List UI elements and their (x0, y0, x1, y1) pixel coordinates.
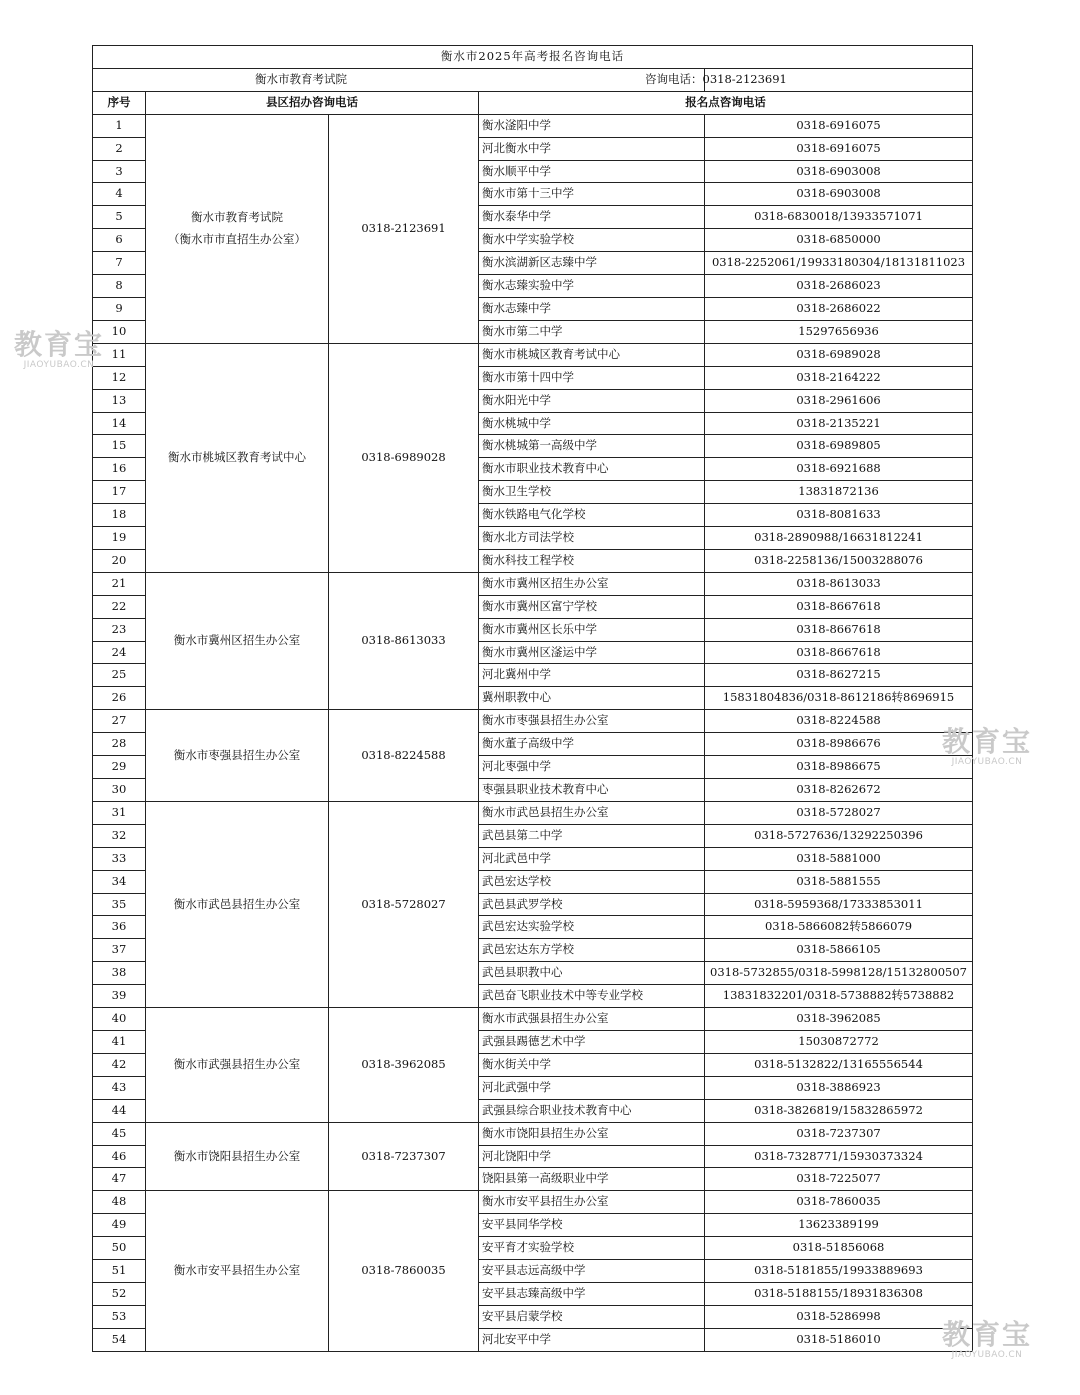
site-phone: 13623389199 (705, 1214, 973, 1237)
site-name: 衡水市第十四中学 (479, 366, 705, 389)
site-phone: 0318-3886923 (705, 1076, 973, 1099)
row-seq: 52 (93, 1282, 146, 1305)
watermark-bottom: 教育宝 JIAOYUBAO.CN (942, 1318, 1033, 1360)
site-phone: 0318-8986676 (705, 733, 973, 756)
site-name: 衡水志臻中学 (479, 297, 705, 320)
row-seq: 28 (93, 733, 146, 756)
site-name: 衡水顺平中学 (479, 160, 705, 183)
site-phone: 0318-5727636/13292250396 (705, 824, 973, 847)
site-phone: 0318-8667618 (705, 641, 973, 664)
site-phone: 0318-6850000 (705, 229, 973, 252)
table-row (93, 1191, 973, 1214)
row-seq: 21 (93, 572, 146, 595)
site-name: 衡水卫生学校 (479, 481, 705, 504)
county-office: 衡水市武邑县招生办公室 (146, 801, 329, 1007)
site-phone: 0318-5866082转5866079 (705, 916, 973, 939)
row-seq: 17 (93, 481, 146, 504)
row-seq: 4 (93, 183, 146, 206)
site-name: 武强县综合职业技术教育中心 (479, 1099, 705, 1122)
site-phone: 0318-5181855/19933889693 (705, 1260, 973, 1283)
county-office: 衡水市教育考试院 （衡水市市直招生办公室） (146, 114, 329, 343)
row-seq: 40 (93, 1008, 146, 1031)
site-phone: 0318-6989805 (705, 435, 973, 458)
site-name: 河北安平中学 (479, 1328, 705, 1351)
site-phone: 13831832201/0318-5738882转5738882 (705, 985, 973, 1008)
site-name: 衡水市第二中学 (479, 320, 705, 343)
row-seq: 36 (93, 916, 146, 939)
site-phone: 0318-8224588 (705, 710, 973, 733)
site-phone: 0318-5286998 (705, 1305, 973, 1328)
table-row (93, 343, 973, 366)
site-name: 武邑宏达实验学校 (479, 916, 705, 939)
row-seq: 15 (93, 435, 146, 458)
row-seq: 33 (93, 847, 146, 870)
county-office: 衡水市饶阳县招生办公室 (146, 1122, 329, 1191)
site-phone: 0318-5881000 (705, 847, 973, 870)
site-name: 安平县志臻高级中学 (479, 1282, 705, 1305)
site-name: 衡水中学实验学校 (479, 229, 705, 252)
header-county: 县区招办咨询电话 (146, 91, 479, 114)
row-seq: 19 (93, 527, 146, 550)
site-phone: 0318-8613033 (705, 572, 973, 595)
site-name: 冀州职教中心 (479, 687, 705, 710)
row-seq: 42 (93, 1053, 146, 1076)
site-name: 衡水市冀州区招生办公室 (479, 572, 705, 595)
site-name: 武强县踢德艺术中学 (479, 1030, 705, 1053)
site-name: 武邑县武罗学校 (479, 893, 705, 916)
county-phone: 0318-3962085 (329, 1008, 479, 1123)
site-phone: 0318-2686022 (705, 297, 973, 320)
row-seq: 51 (93, 1260, 146, 1283)
row-seq: 48 (93, 1191, 146, 1214)
site-name: 衡水滏阳中学 (479, 114, 705, 137)
table-row (93, 1008, 973, 1031)
site-name: 河北武邑中学 (479, 847, 705, 870)
county-office: 衡水市武强县招生办公室 (146, 1008, 329, 1123)
site-name: 武邑宏达东方学校 (479, 939, 705, 962)
site-phone: 0318-2252061/19933180304/18131811023 (705, 252, 973, 275)
row-seq: 3 (93, 160, 146, 183)
row-seq: 13 (93, 389, 146, 412)
site-name: 衡水市职业技术教育中心 (479, 458, 705, 481)
site-phone: 0318-8667618 (705, 618, 973, 641)
row-seq: 22 (93, 595, 146, 618)
row-seq: 1 (93, 114, 146, 137)
table-row (93, 801, 973, 824)
row-seq: 6 (93, 229, 146, 252)
site-name: 衡水街关中学 (479, 1053, 705, 1076)
site-phone: 0318-5188155/18931836308 (705, 1282, 973, 1305)
row-seq: 43 (93, 1076, 146, 1099)
site-phone: 0318-6989028 (705, 343, 973, 366)
site-phone: 0318-5959368/17333853011 (705, 893, 973, 916)
table-row (93, 710, 973, 733)
table-row (93, 572, 973, 595)
site-name: 衡水志臻实验中学 (479, 275, 705, 298)
site-phone: 0318-6830018/13933571071 (705, 206, 973, 229)
row-seq: 44 (93, 1099, 146, 1122)
site-name: 枣强县职业技术教育中心 (479, 779, 705, 802)
site-phone: 0318-2135221 (705, 412, 973, 435)
row-seq: 46 (93, 1145, 146, 1168)
site-phone: 0318-3962085 (705, 1008, 973, 1031)
row-seq: 10 (93, 320, 146, 343)
site-phone: 0318-7225077 (705, 1168, 973, 1191)
site-name: 衡水市饶阳县招生办公室 (479, 1122, 705, 1145)
county-office: 衡水市枣强县招生办公室 (146, 710, 329, 802)
site-phone: 0318-5186010 (705, 1328, 973, 1351)
site-name: 衡水市第十三中学 (479, 183, 705, 206)
site-name: 衡水市冀州区富宁学校 (479, 595, 705, 618)
table-title: 衡水市2025年高考报名咨询电话 (93, 46, 973, 69)
county-phone: 0318-8613033 (329, 572, 479, 709)
table-row (93, 1122, 973, 1145)
site-name: 衡水铁路电气化学校 (479, 504, 705, 527)
county-office: 衡水市安平县招生办公室 (146, 1191, 329, 1351)
site-name: 河北冀州中学 (479, 664, 705, 687)
site-name: 衡水北方司法学校 (479, 527, 705, 550)
row-seq: 39 (93, 985, 146, 1008)
site-phone: 0318-8986675 (705, 756, 973, 779)
site-phone: 0318-6916075 (705, 137, 973, 160)
site-phone: 0318-2164222 (705, 366, 973, 389)
row-seq: 35 (93, 893, 146, 916)
site-name: 河北饶阳中学 (479, 1145, 705, 1168)
county-office: 衡水市桃城区教育考试中心 (146, 343, 329, 572)
row-seq: 26 (93, 687, 146, 710)
site-phone: 0318-6921688 (705, 458, 973, 481)
site-name: 衡水滨湖新区志臻中学 (479, 252, 705, 275)
site-phone: 0318-8081633 (705, 504, 973, 527)
site-phone: 0318-5881555 (705, 870, 973, 893)
site-phone: 0318-8667618 (705, 595, 973, 618)
row-seq: 29 (93, 756, 146, 779)
row-seq: 32 (93, 824, 146, 847)
site-name: 河北衡水中学 (479, 137, 705, 160)
watermark-right: 教育宝 JIAOYUBAO.CN (942, 725, 1033, 767)
row-seq: 11 (93, 343, 146, 366)
site-name: 衡水市冀州区长乐中学 (479, 618, 705, 641)
site-name: 衡水泰华中学 (479, 206, 705, 229)
site-phone: 0318-8262672 (705, 779, 973, 802)
site-name: 饶阳县第一高级职业中学 (479, 1168, 705, 1191)
row-seq: 18 (93, 504, 146, 527)
site-phone: 0318-7860035 (705, 1191, 973, 1214)
site-phone: 0318-8627215 (705, 664, 973, 687)
row-seq: 14 (93, 412, 146, 435)
row-seq: 41 (93, 1030, 146, 1053)
site-name: 衡水科技工程学校 (479, 549, 705, 572)
county-phone: 0318-7237307 (329, 1122, 479, 1191)
row-seq: 34 (93, 870, 146, 893)
row-seq: 24 (93, 641, 146, 664)
row-seq: 31 (93, 801, 146, 824)
site-name: 河北枣强中学 (479, 756, 705, 779)
site-phone: 15297656936 (705, 320, 973, 343)
site-name: 武邑县第二中学 (479, 824, 705, 847)
row-seq: 5 (93, 206, 146, 229)
row-seq: 2 (93, 137, 146, 160)
row-seq: 47 (93, 1168, 146, 1191)
site-name: 衡水市安平县招生办公室 (479, 1191, 705, 1214)
site-phone: 0318-5728027 (705, 801, 973, 824)
row-seq: 16 (93, 458, 146, 481)
enrollment-phone-table (92, 45, 973, 1352)
site-phone: 15831804836/0318-8612186转8696915 (705, 687, 973, 710)
site-name: 衡水阳光中学 (479, 389, 705, 412)
site-phone: 0318-6916075 (705, 114, 973, 137)
watermark-left: 教育宝 JIAOYUBAO.CN (14, 328, 105, 370)
row-seq: 7 (93, 252, 146, 275)
site-phone: 0318-2961606 (705, 389, 973, 412)
row-seq: 53 (93, 1305, 146, 1328)
row-seq: 20 (93, 549, 146, 572)
site-name: 安平县志远高级中学 (479, 1260, 705, 1283)
site-phone: 0318-7328771/15930373324 (705, 1145, 973, 1168)
site-name: 衡水市武强县招生办公室 (479, 1008, 705, 1031)
row-seq: 37 (93, 939, 146, 962)
site-name: 衡水桃城第一高级中学 (479, 435, 705, 458)
site-phone: 0318-2258136/15003288076 (705, 549, 973, 572)
site-name: 衡水董子高级中学 (479, 733, 705, 756)
site-name: 安平县启蒙学校 (479, 1305, 705, 1328)
hotline: 咨询电话：0318-2123691 (705, 68, 973, 91)
header-site: 报名点咨询电话 (479, 91, 973, 114)
row-seq: 12 (93, 366, 146, 389)
site-phone: 13831872136 (705, 481, 973, 504)
site-name: 衡水市桃城区教育考试中心 (479, 343, 705, 366)
row-seq: 30 (93, 779, 146, 802)
row-seq: 50 (93, 1237, 146, 1260)
org-name: 衡水市教育考试院 (93, 68, 705, 91)
row-seq: 23 (93, 618, 146, 641)
site-phone: 0318-51856068 (705, 1237, 973, 1260)
county-phone: 0318-6989028 (329, 343, 479, 572)
county-phone: 0318-8224588 (329, 710, 479, 802)
row-seq: 9 (93, 297, 146, 320)
site-name: 安平育才实验学校 (479, 1237, 705, 1260)
site-phone: 0318-6903008 (705, 160, 973, 183)
row-seq: 38 (93, 962, 146, 985)
site-phone: 15030872772 (705, 1030, 973, 1053)
row-seq: 8 (93, 275, 146, 298)
site-phone: 0318-5866105 (705, 939, 973, 962)
site-name: 衡水市枣强县招生办公室 (479, 710, 705, 733)
site-phone: 0318-7237307 (705, 1122, 973, 1145)
row-seq: 54 (93, 1328, 146, 1351)
county-phone: 0318-7860035 (329, 1191, 479, 1351)
county-office: 衡水市冀州区招生办公室 (146, 572, 329, 709)
site-name: 衡水市冀州区滏运中学 (479, 641, 705, 664)
site-name: 河北武强中学 (479, 1076, 705, 1099)
site-name: 衡水市武邑县招生办公室 (479, 801, 705, 824)
row-seq: 49 (93, 1214, 146, 1237)
row-seq: 25 (93, 664, 146, 687)
site-name: 衡水桃城中学 (479, 412, 705, 435)
site-name: 武邑县职教中心 (479, 962, 705, 985)
site-phone: 0318-2686023 (705, 275, 973, 298)
row-seq: 27 (93, 710, 146, 733)
site-name: 武邑奋飞职业技术中等专业学校 (479, 985, 705, 1008)
row-seq: 45 (93, 1122, 146, 1145)
site-phone: 0318-5132822/13165556544 (705, 1053, 973, 1076)
site-phone: 0318-6903008 (705, 183, 973, 206)
county-phone: 0318-5728027 (329, 801, 479, 1007)
county-phone: 0318-2123691 (329, 114, 479, 343)
site-name: 武邑宏达学校 (479, 870, 705, 893)
site-phone: 0318-2890988/16631812241 (705, 527, 973, 550)
site-phone: 0318-5732855/0318-5998128/15132800507 (705, 962, 973, 985)
table-row (93, 114, 973, 137)
header-seq: 序号 (93, 91, 146, 114)
site-phone: 0318-3826819/15832865972 (705, 1099, 973, 1122)
site-name: 安平县同华学校 (479, 1214, 705, 1237)
